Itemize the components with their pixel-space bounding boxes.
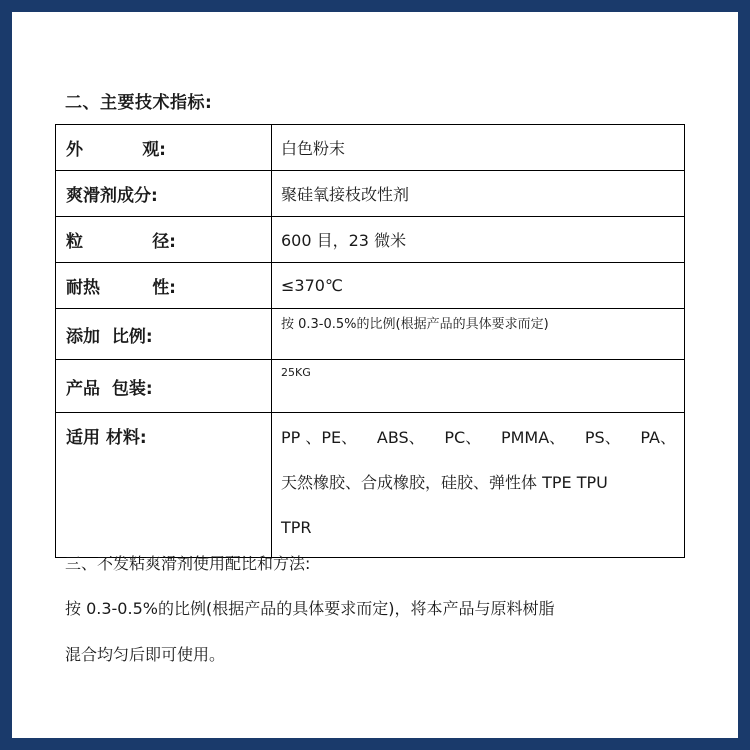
table-row xyxy=(56,217,685,263)
value-heat-resistance: ≤370℃ xyxy=(272,263,685,309)
table-row xyxy=(56,125,685,171)
label-text: 观: xyxy=(142,140,166,160)
label-text: 外 xyxy=(66,140,83,160)
material-item: PP 、PE、 xyxy=(281,428,358,447)
label-materials: 适用 材料: xyxy=(56,413,272,558)
specs-table xyxy=(55,124,685,558)
label-text: 粒 xyxy=(66,232,83,252)
table-row xyxy=(56,360,685,413)
table-row xyxy=(56,263,685,309)
label-heat-resistance xyxy=(56,263,272,309)
value-materials xyxy=(272,413,685,558)
table-row xyxy=(56,413,685,558)
section-title-technical-specs: 二、主要技术指标: xyxy=(65,93,213,113)
value-appearance: 白色粉末 xyxy=(272,125,685,171)
material-item: PA、 xyxy=(640,428,676,447)
table-row xyxy=(56,171,685,217)
label-ratio xyxy=(56,309,272,360)
document-page xyxy=(12,12,738,738)
material-item: ABS、 xyxy=(376,428,425,447)
label-text: 添加 比例: xyxy=(66,326,153,347)
label-text: 耐热 xyxy=(66,278,100,298)
material-item: PS、 xyxy=(584,428,621,447)
label-text: 产品 包装: xyxy=(66,378,153,399)
label-particle-size xyxy=(56,217,272,263)
table-row xyxy=(56,309,685,360)
materials-line-3: TPR xyxy=(281,518,312,537)
label-packaging xyxy=(56,360,272,413)
label-text: 径: xyxy=(152,232,176,252)
materials-line-1 xyxy=(281,415,676,460)
usage-text-line-2: 混合均匀后即可使用。 xyxy=(65,645,226,664)
value-packaging: 25KG xyxy=(272,360,685,413)
label-composition: 爽滑剂成分: xyxy=(56,171,272,217)
materials-line-2: 天然橡胶、合成橡胶，硅胶、弹性体 TPE TPU xyxy=(281,473,608,492)
label-appearance xyxy=(56,125,272,171)
value-particle-size: 600 目，23 微米 xyxy=(272,217,685,263)
material-item: PMMA、 xyxy=(500,428,566,447)
section-title-usage: 三、不发粘爽滑剂使用配比和方法: xyxy=(65,554,311,573)
value-composition: 聚硅氧接枝改性剂 xyxy=(272,171,685,217)
value-ratio: 按 0.3-0.5%的比例(根据产品的具体要求而定) xyxy=(272,309,685,360)
material-item: PC、 xyxy=(444,428,482,447)
label-text: 性: xyxy=(152,278,176,298)
usage-text-line-1: 按 0.3-0.5%的比例(根据产品的具体要求而定)，将本产品与原料树脂 xyxy=(65,599,555,618)
